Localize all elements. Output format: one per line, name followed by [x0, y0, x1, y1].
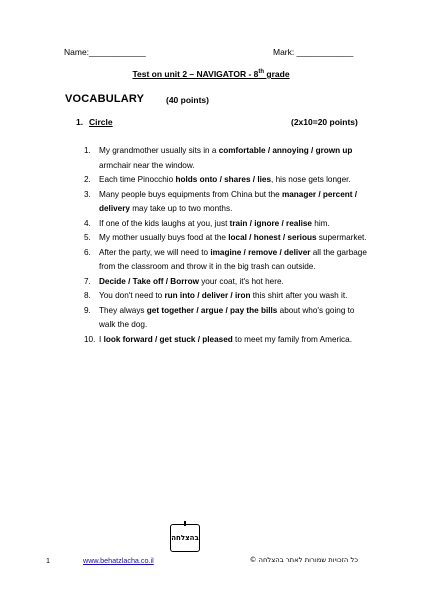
- name-blank[interactable]: ____________: [89, 47, 146, 57]
- answer-options[interactable]: Decide / Take off / Borrow: [99, 276, 199, 286]
- question-item: [84, 231, 368, 246]
- item-number: 7.: [84, 276, 91, 286]
- website-link[interactable]: www.behatzlacha.co.il: [83, 556, 154, 565]
- sentence-text: You don't need to: [99, 291, 165, 300]
- item-number: 2.: [84, 175, 91, 184]
- sentence-text: My grandmother usually sits in a: [99, 146, 219, 155]
- question-item: [84, 275, 368, 290]
- question-points: (2x10=20 points): [291, 117, 358, 127]
- answer-options[interactable]: run into / deliver / iron: [164, 291, 251, 300]
- question-number: 1.: [76, 117, 84, 127]
- item-number: 6.: [84, 247, 91, 257]
- sentence-text: They always: [99, 305, 147, 315]
- page-number: 1: [46, 556, 50, 565]
- item-number: 9.: [84, 305, 91, 315]
- test-title: [0, 69, 422, 79]
- sentence-text: I: [99, 334, 104, 344]
- copyright-text: כל הזכויות שמורות לאתר בהצלחה ©: [249, 556, 358, 564]
- name-field[interactable]: [64, 47, 146, 57]
- test-title-end: grade: [264, 69, 290, 79]
- mark-blank[interactable]: ____________: [296, 47, 354, 57]
- answer-options[interactable]: train / ignore / realise: [229, 218, 312, 228]
- sentence-text: your coat, it's hot here.: [198, 276, 284, 286]
- question-item: [84, 144, 368, 173]
- sentence-text: him.: [311, 218, 330, 228]
- mark-label: Mark:: [273, 47, 295, 57]
- item-number: 3.: [84, 189, 91, 199]
- answer-options[interactable]: look forward / get stuck / pleased: [103, 334, 233, 344]
- sentence-text: Each time Pinocchio: [99, 175, 176, 184]
- sentence-text: all the garbage from the classroom and throw it in the big trash can outside.: [99, 247, 367, 271]
- sentence-text: this shirt after you wash it.: [250, 291, 348, 300]
- sentence-text: Many people buys equipments from China but the: [99, 189, 282, 199]
- sentence-text: My mother usually buys food at the: [99, 233, 229, 242]
- question-item: [84, 188, 368, 217]
- item-number: 8.: [84, 291, 91, 300]
- question-list: [84, 144, 368, 347]
- question-item: [84, 304, 368, 333]
- question-item: [84, 173, 368, 188]
- sentence-text: , his nose gets longer.: [271, 175, 351, 184]
- mark-field[interactable]: [273, 47, 353, 57]
- answer-options[interactable]: holds onto / shares / lies: [175, 175, 272, 184]
- sentence-text: supermarket.: [316, 233, 367, 242]
- name-label: Name:: [64, 47, 90, 57]
- test-title-sup: th: [258, 69, 265, 76]
- question-item: [84, 289, 368, 304]
- item-number: 5.: [84, 233, 91, 242]
- section-points: (40 points): [166, 95, 209, 105]
- question-label: Circle: [89, 117, 113, 127]
- answer-options[interactable]: manager / percent / delivery: [99, 189, 358, 213]
- item-number: 4.: [84, 218, 91, 228]
- answer-options[interactable]: local / honest / serious: [228, 233, 317, 242]
- sentence-text: armchair near the window.: [99, 160, 195, 170]
- sentence-text: about who's going to walk the dog.: [99, 305, 355, 329]
- behatzlacha-logo: [170, 524, 200, 552]
- test-title-main: Test on unit 2 – NAVIGATOR - 8: [132, 69, 259, 79]
- answer-options[interactable]: get together / argue / pay the bills: [146, 305, 278, 315]
- logo-text: בהצלחה: [171, 534, 199, 542]
- sentence-text: to meet my family from America.: [232, 334, 352, 344]
- question-item: [84, 333, 368, 348]
- answer-options[interactable]: comfortable / annoying / grown up: [218, 146, 353, 155]
- answer-options[interactable]: imagine / remove / deliver: [210, 247, 311, 257]
- item-number: 10.: [84, 334, 96, 344]
- item-number: 1.: [84, 146, 91, 155]
- sentence-text: If one of the kids laughs at you, just: [99, 218, 230, 228]
- sentence-text: After the party, we will need to: [99, 247, 211, 257]
- question-item: [84, 217, 368, 232]
- sentence-text: may take up to two months.: [129, 204, 233, 213]
- question-item: [84, 246, 368, 275]
- section-heading: VOCABULARY: [65, 93, 145, 105]
